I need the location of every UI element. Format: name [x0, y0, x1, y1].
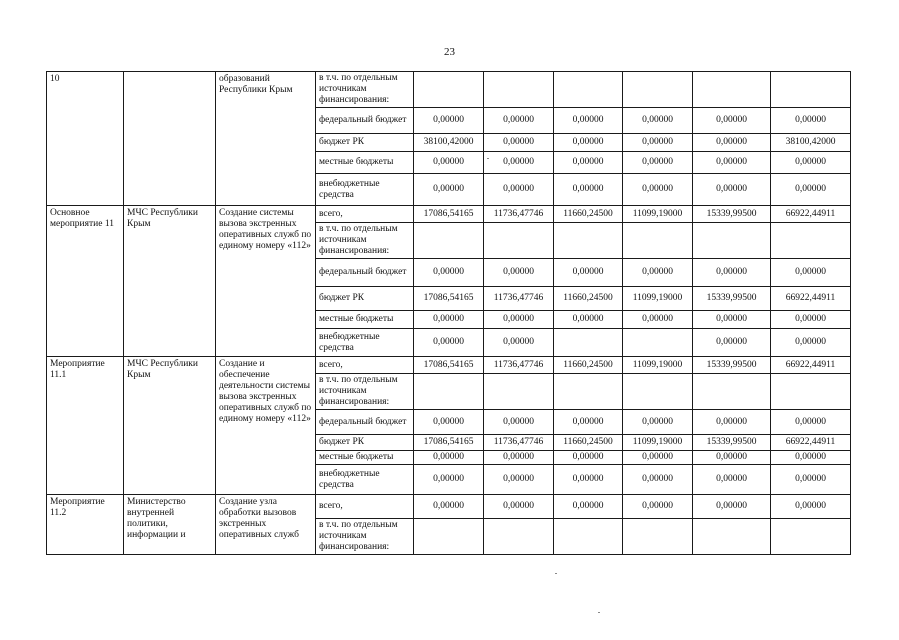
description-cell: образований Республики Крым	[216, 72, 316, 206]
amount-cell: 0,00000	[554, 134, 623, 152]
amount-cell: 0,00000	[414, 108, 484, 134]
amount-cell: 0,00000	[484, 134, 554, 152]
amount-cell: 17086,54165	[414, 435, 484, 451]
amount-cell: 0,00000	[693, 495, 771, 519]
amount-cell: 38100,42000	[414, 134, 484, 152]
amount-cell: 0,00000	[484, 259, 554, 287]
amount-cell: 0,00000	[623, 311, 693, 329]
table-row	[47, 357, 851, 374]
amount-cell: 0,00000	[693, 174, 771, 206]
amount-cell	[484, 223, 554, 259]
amount-cell: 0,00000	[484, 152, 554, 174]
amount-cell: 11660,24500	[554, 287, 623, 311]
amount-cell: 11099,19000	[623, 206, 693, 223]
description-cell: Создание узла обработки вызовов экстренных оперативных служб	[216, 495, 316, 555]
amount-cell: 0,00000	[484, 495, 554, 519]
table-row	[47, 495, 851, 519]
description-cell: Создание системы вызова экстренных оперативных служб по единому номеру «112»	[216, 206, 316, 357]
amount-cell	[693, 72, 771, 108]
funding-source-cell: бюджет РК	[316, 134, 414, 152]
amount-cell: 0,00000	[771, 451, 851, 465]
amount-cell	[414, 72, 484, 108]
amount-cell	[554, 374, 623, 410]
executor-cell: МЧС Республики Крым	[124, 357, 216, 495]
amount-cell: 0,00000	[693, 108, 771, 134]
amount-cell	[414, 519, 484, 555]
amount-cell: 11736,47746	[484, 206, 554, 223]
amount-cell: 66922,44911	[771, 435, 851, 451]
amount-cell: 11099,19000	[623, 287, 693, 311]
amount-cell: 0,00000	[484, 108, 554, 134]
amount-cell: 0,00000	[623, 134, 693, 152]
amount-cell: 0,00000	[771, 108, 851, 134]
financing-table	[46, 71, 851, 555]
amount-cell: 0,00000	[554, 174, 623, 206]
funding-source-cell: в т.ч. по отдельным источникам финансирования:	[316, 374, 414, 410]
amount-cell: 66922,44911	[771, 287, 851, 311]
amount-cell: 0,00000	[771, 329, 851, 357]
funding-source-cell: федеральный бюджет	[316, 259, 414, 287]
amount-cell: 11660,24500	[554, 435, 623, 451]
scan-speck	[487, 158, 489, 159]
amount-cell: 0,00000	[623, 259, 693, 287]
amount-cell: 0,00000	[693, 134, 771, 152]
amount-cell: 15339,99500	[693, 287, 771, 311]
amount-cell: 17086,54165	[414, 287, 484, 311]
amount-cell	[554, 519, 623, 555]
amount-cell: 15339,99500	[693, 435, 771, 451]
funding-source-cell: местные бюджеты	[316, 451, 414, 465]
amount-cell	[554, 329, 623, 357]
measure-name-cell: 10	[47, 72, 124, 206]
executor-cell	[124, 72, 216, 206]
amount-cell: 66922,44911	[771, 357, 851, 374]
funding-source-cell: всего,	[316, 206, 414, 223]
amount-cell: 0,00000	[484, 174, 554, 206]
table-row	[47, 206, 851, 223]
amount-cell: 11099,19000	[623, 435, 693, 451]
page-number: 23	[444, 46, 455, 58]
amount-cell: 0,00000	[623, 410, 693, 435]
amount-cell: 0,00000	[623, 152, 693, 174]
amount-cell: 0,00000	[414, 329, 484, 357]
funding-source-cell: внебюджетные средства	[316, 465, 414, 495]
measure-name-cell: Основное мероприятие 11	[47, 206, 124, 357]
amount-cell: 0,00000	[693, 259, 771, 287]
amount-cell	[693, 519, 771, 555]
funding-source-cell: в т.ч. по отдельным источникам финансирования:	[316, 519, 414, 555]
funding-source-cell: федеральный бюджет	[316, 108, 414, 134]
funding-source-cell: бюджет РК	[316, 435, 414, 451]
funding-source-cell: местные бюджеты	[316, 311, 414, 329]
amount-cell: 0,00000	[693, 465, 771, 495]
amount-cell: 11099,19000	[623, 357, 693, 374]
funding-source-cell: всего,	[316, 357, 414, 374]
amount-cell: 11660,24500	[554, 206, 623, 223]
amount-cell: 0,00000	[693, 451, 771, 465]
amount-cell: 0,00000	[554, 152, 623, 174]
amount-cell: 0,00000	[484, 465, 554, 495]
amount-cell	[623, 72, 693, 108]
funding-source-cell: бюджет РК	[316, 287, 414, 311]
amount-cell	[484, 519, 554, 555]
amount-cell: 0,00000	[414, 152, 484, 174]
amount-cell: 0,00000	[771, 152, 851, 174]
funding-source-cell: внебюджетные средства	[316, 174, 414, 206]
amount-cell: 0,00000	[554, 410, 623, 435]
amount-cell: 0,00000	[414, 311, 484, 329]
amount-cell: 0,00000	[484, 311, 554, 329]
amount-cell	[623, 223, 693, 259]
amount-cell: 0,00000	[414, 495, 484, 519]
funding-source-cell: всего,	[316, 495, 414, 519]
amount-cell: 15339,99500	[693, 357, 771, 374]
amount-cell: 0,00000	[414, 410, 484, 435]
amount-cell	[771, 72, 851, 108]
amount-cell: 0,00000	[693, 152, 771, 174]
amount-cell: 0,00000	[771, 174, 851, 206]
amount-cell: 0,00000	[414, 259, 484, 287]
amount-cell	[623, 374, 693, 410]
executor-cell: МЧС Республики Крым	[124, 206, 216, 357]
amount-cell: 0,00000	[771, 259, 851, 287]
amount-cell: 0,00000	[771, 495, 851, 519]
funding-source-cell: федеральный бюджет	[316, 410, 414, 435]
amount-cell: 11660,24500	[554, 357, 623, 374]
amount-cell	[771, 374, 851, 410]
amount-cell: 0,00000	[554, 108, 623, 134]
amount-cell	[693, 374, 771, 410]
amount-cell: 0,00000	[554, 311, 623, 329]
scan-speck	[598, 612, 600, 613]
amount-cell: 0,00000	[554, 495, 623, 519]
amount-cell: 0,00000	[693, 311, 771, 329]
amount-cell	[771, 223, 851, 259]
amount-cell	[554, 72, 623, 108]
funding-source-cell: местные бюджеты	[316, 152, 414, 174]
amount-cell	[484, 374, 554, 410]
amount-cell	[554, 223, 623, 259]
amount-cell: 0,00000	[771, 410, 851, 435]
amount-cell: 0,00000	[693, 329, 771, 357]
funding-source-cell: в т.ч. по отдельным источникам финансирования:	[316, 223, 414, 259]
amount-cell: 0,00000	[623, 495, 693, 519]
amount-cell: 0,00000	[771, 465, 851, 495]
amount-cell: 0,00000	[554, 465, 623, 495]
amount-cell: 0,00000	[771, 311, 851, 329]
amount-cell: 0,00000	[693, 410, 771, 435]
amount-cell: 0,00000	[623, 108, 693, 134]
table-row	[47, 72, 851, 108]
amount-cell: 0,00000	[623, 174, 693, 206]
amount-cell	[623, 329, 693, 357]
amount-cell: 11736,47746	[484, 287, 554, 311]
amount-cell	[414, 374, 484, 410]
amount-cell: 17086,54165	[414, 206, 484, 223]
executor-cell: Министерство внутренней политики, информации и	[124, 495, 216, 555]
amount-cell: 0,00000	[414, 451, 484, 465]
amount-cell	[771, 519, 851, 555]
amount-cell	[623, 519, 693, 555]
description-cell: Создание и обеспечение деятельности системы вызова экстренных оперативных служб по единому номеру «112»	[216, 357, 316, 495]
funding-source-cell: внебюджетные средства	[316, 329, 414, 357]
funding-source-cell: в т.ч. по отдельным источникам финансирования:	[316, 72, 414, 108]
amount-cell	[693, 223, 771, 259]
amount-cell: 38100,42000	[771, 134, 851, 152]
amount-cell: 0,00000	[554, 451, 623, 465]
amount-cell: 0,00000	[414, 465, 484, 495]
amount-cell: 11736,47746	[484, 357, 554, 374]
amount-cell: 0,00000	[623, 465, 693, 495]
amount-cell	[484, 72, 554, 108]
amount-cell: 66922,44911	[771, 206, 851, 223]
amount-cell: 0,00000	[484, 451, 554, 465]
amount-cell: 15339,99500	[693, 206, 771, 223]
amount-cell: 0,00000	[623, 451, 693, 465]
amount-cell: 11736,47746	[484, 435, 554, 451]
scan-speck	[555, 573, 557, 574]
amount-cell: 0,00000	[484, 329, 554, 357]
amount-cell: 0,00000	[484, 410, 554, 435]
amount-cell: 0,00000	[414, 174, 484, 206]
amount-cell	[414, 223, 484, 259]
amount-cell: 0,00000	[554, 259, 623, 287]
measure-name-cell: Мероприятие 11.2	[47, 495, 124, 555]
amount-cell: 17086,54165	[414, 357, 484, 374]
measure-name-cell: Мероприятие 11.1	[47, 357, 124, 495]
